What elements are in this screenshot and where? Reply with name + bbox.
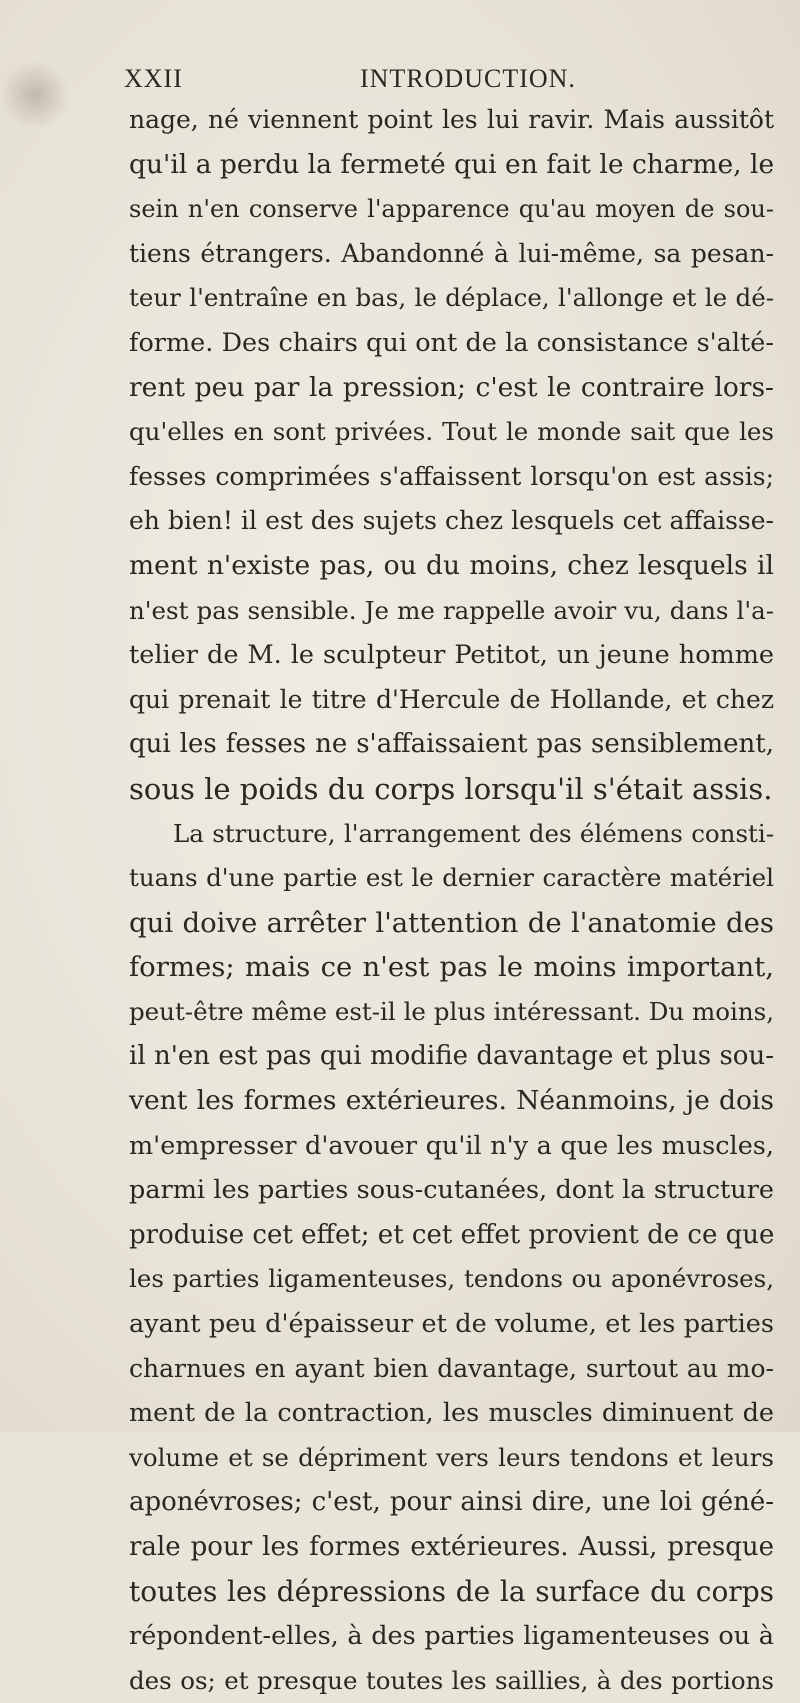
- text-line: sous le poids du corps lorsqu'il s'était assis.: [129, 771, 773, 806]
- text-line: produise cet effet; et cet effet provient de ce que: [129, 1219, 775, 1250]
- text-line: La structure, l'arrangement des élémens consti-: [173, 818, 774, 848]
- text-line: rent peu par la pression; c'est le contraire lors-: [129, 371, 774, 403]
- text-line: eh bien! il est des sujets chez lesquels cet affaisse-: [129, 506, 774, 536]
- text-line: formes; mais ce n'est pas le moins important,: [129, 951, 774, 984]
- text-line: les parties ligamenteuses, tendons ou aponévroses,: [129, 1264, 774, 1294]
- text-line: peut-être même est-il le plus intéressant. Du moins,: [129, 996, 774, 1026]
- text-line: m'empresser d'avouer qu'il n'y a que les muscles,: [129, 1130, 774, 1161]
- text-line: qui prenait le titre d'Hercule de Hollande, et chez: [129, 684, 774, 714]
- text-line: répondent-elles, à des parties ligamenteuses ou à: [129, 1621, 774, 1652]
- body-text: [129, 98, 774, 1703]
- text-line: qui doive arrêter l'attention de l'anatomie des: [129, 906, 774, 939]
- text-line: n'est pas sensible. Je me rappelle avoir vu, dans l'a-: [129, 595, 774, 625]
- text-line: qu'il a perdu la fermeté qui en fait le charme, le: [129, 148, 775, 180]
- text-line: telier de M. le sculpteur Petitot, un jeune homme: [129, 640, 774, 671]
- text-line: parmi les parties sous-cutanées, dont la structure: [129, 1175, 774, 1206]
- text-line: nage, né viennent point les lui ravir. Mais aussitôt: [129, 105, 774, 134]
- text-line: sein n'en conserve l'apparence qu'au moyen de sou-: [129, 195, 774, 224]
- text-line: il n'en est pas qui modifie davantage et plus sou-: [129, 1041, 774, 1072]
- text-line: ayant peu d'épaisseur et de volume, et les parties: [129, 1309, 774, 1340]
- page-stain: [0, 60, 70, 130]
- text-line: forme. Des chairs qui ont de la consistance s'alté-: [129, 327, 774, 358]
- text-line: tuans d'une partie est le dernier caractère matériel: [129, 863, 774, 893]
- text-line: des os; et presque toutes les saillies, à des portions: [129, 1665, 774, 1695]
- text-line: tiens étrangers. Abandonné à lui-même, sa pesan-: [129, 238, 774, 268]
- text-line: aponévroses; c'est, pour ainsi dire, une loi géné-: [129, 1487, 774, 1518]
- text-line: teur l'entraîne en bas, le déplace, l'allonge et le dé-: [129, 283, 774, 313]
- page-number: XXII: [124, 64, 183, 93]
- text-line: ment n'existe pas, ou du moins, chez lesquels il: [129, 549, 774, 581]
- text-line: fesses comprimées s'affaissent lorsqu'on est assis;: [129, 461, 774, 491]
- text-line: ment de la contraction, les muscles diminuent de: [129, 1398, 774, 1429]
- text-line: qu'elles en sont privées. Tout le monde sait que les: [129, 417, 774, 447]
- text-line: charnues en ayant bien davantage, surtout au mo-: [129, 1353, 774, 1383]
- text-line: volume et se dépriment vers leurs tendons et leurs: [129, 1442, 774, 1472]
- text-line: toutes les dépressions de la surface du corps: [129, 1574, 774, 1608]
- text-line: qui les fesses ne s'affaissaient pas sensiblement,: [129, 729, 774, 760]
- text-line: rale pour les formes extérieures. Aussi, presque: [129, 1532, 774, 1562]
- running-title: INTRODUCTION.: [360, 64, 576, 93]
- running-head: [124, 64, 764, 98]
- text-line: vent les formes extérieures. Néanmoins, je dois: [129, 1085, 774, 1117]
